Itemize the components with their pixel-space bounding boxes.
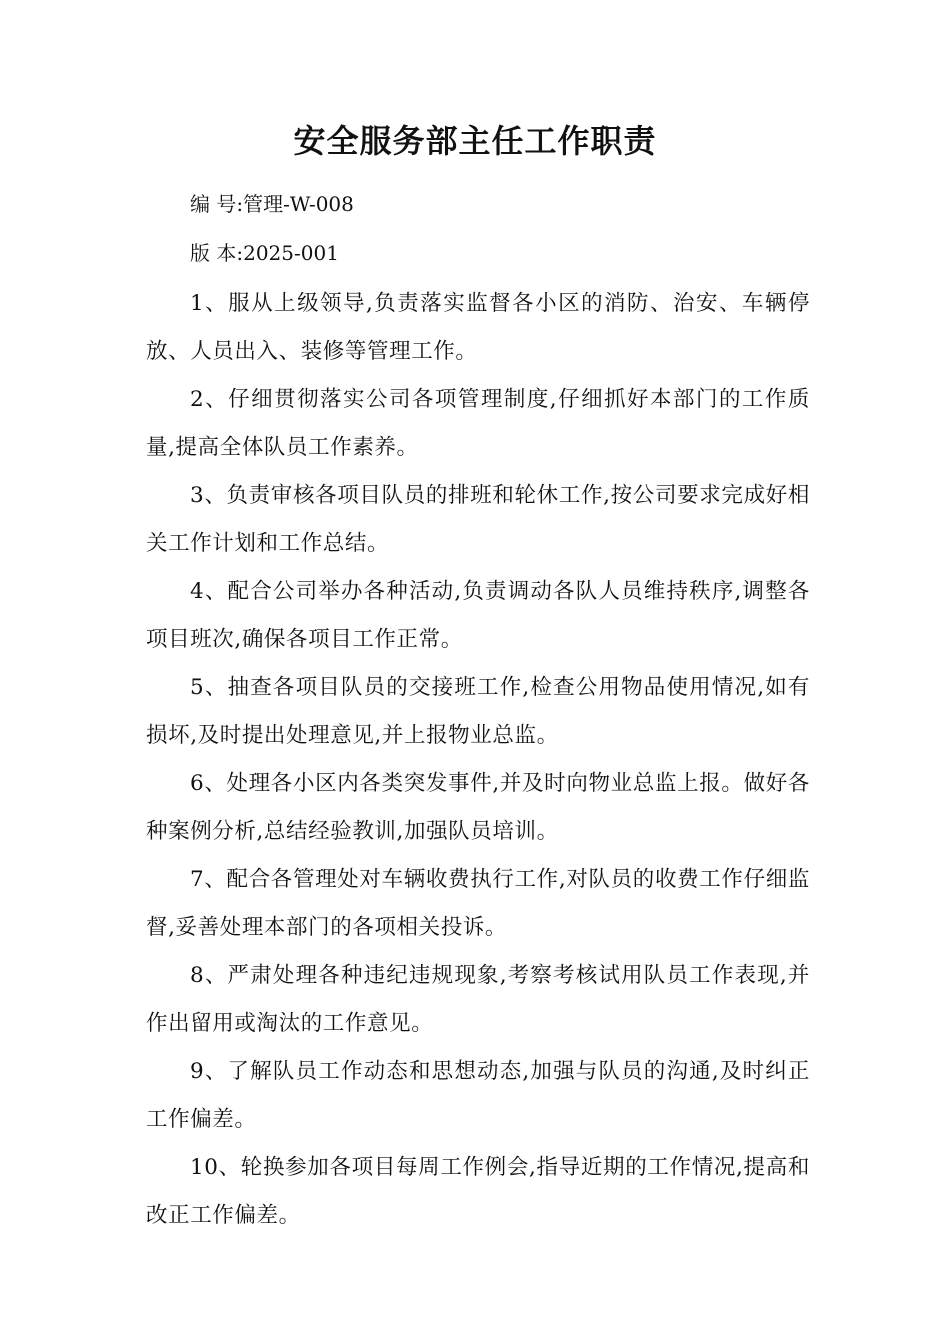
duty-item-10: 10、轮换参加各项目每周工作例会,指导近期的工作情况,提高和改正工作偏差。 <box>146 1155 810 1228</box>
duty-item-5: 5、抽查各项目队员的交接班工作,检查公用物品使用情况,如有损坏,及时提出处理意见,并上报物业总监。 <box>146 675 810 748</box>
document-version: 版 本:2025-001 <box>190 241 339 265</box>
duty-item-7: 7、配合各管理处对车辆收费执行工作,对队员的收费工作仔细监督,妥善处理本部门的各项相关投诉。 <box>146 867 810 940</box>
duty-item-3: 3、负责审核各项目队员的排班和轮休工作,按公司要求完成好相关工作计划和工作总结。 <box>146 483 810 556</box>
duty-item-9: 9、了解队员工作动态和思想动态,加强与队员的沟通,及时纠正工作偏差。 <box>146 1059 810 1132</box>
duty-item-6: 6、处理各小区内各类突发事件,并及时向物业总监上报。做好各种案例分析,总结经验教训,加强队员培训。 <box>146 771 810 844</box>
duty-item-8: 8、严肃处理各种违纪违规现象,考察考核试用队员工作表现,并作出留用或淘汰的工作意见。 <box>146 963 810 1036</box>
duty-list <box>146 280 810 1240</box>
document-code: 编 号:管理-W-008 <box>190 192 354 216</box>
duty-item-4: 4、配合公司举办各种活动,负责调动各队人员维持秩序,调整各项目班次,确保各项目工作正常。 <box>146 579 810 652</box>
page-title: 安全服务部主任工作职责 <box>293 122 657 160</box>
duty-item-1: 1、服从上级领导,负责落实监督各小区的消防、治安、车辆停放、人员出入、装修等管理工作。 <box>146 291 810 364</box>
duty-item-2: 2、仔细贯彻落实公司各项管理制度,仔细抓好本部门的工作质量,提高全体队员工作素养。 <box>146 387 810 460</box>
